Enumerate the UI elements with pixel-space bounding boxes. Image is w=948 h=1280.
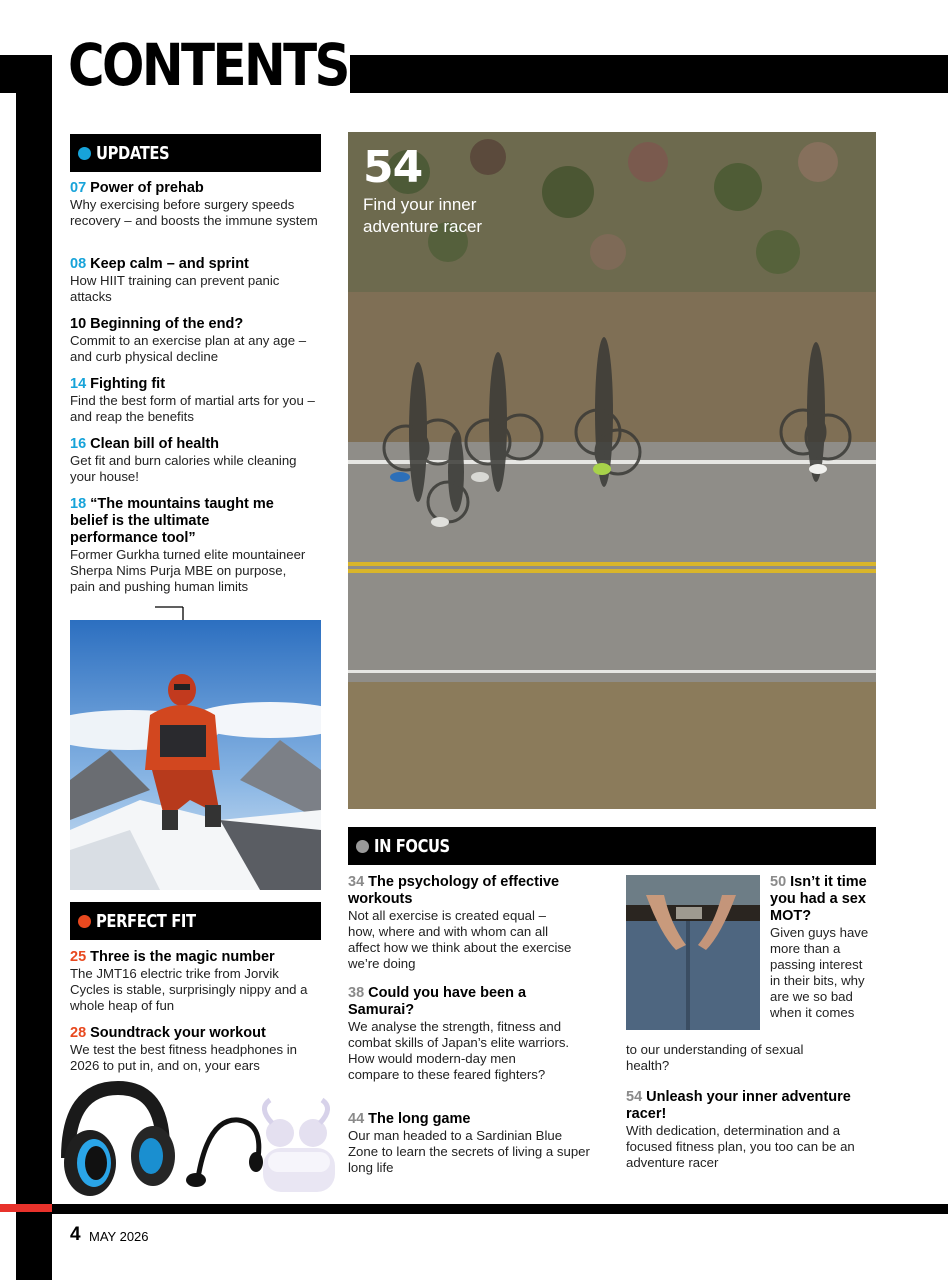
article-title: Fighting fit <box>90 376 166 392</box>
article-description: Commit to an exercise plan at any age – and curb physical decline <box>70 333 307 364</box>
article-description: Find the best form of martial arts for you – and reap the benefits <box>70 393 315 424</box>
article-description: The JMT16 electric trike from Jorvik Cycles is stable, surprisingly nippy and a whole heap of fun <box>70 966 308 1013</box>
section-header-label: IN FOCUS <box>374 835 450 857</box>
headphones-photo[interactable] <box>58 1078 340 1200</box>
article-description: With dedication, determination and a focused fitness plan, you too can be an adventure racer <box>626 1123 855 1170</box>
article-10[interactable] <box>70 316 320 365</box>
article-description: How HIIT training can prevent panic attacks <box>70 273 280 304</box>
article-title: The long game <box>368 1111 471 1127</box>
article-description: Get fit and burn calories while cleaning your house! <box>70 453 297 484</box>
section-header-label: PERFECT FIT <box>96 910 196 932</box>
article-number: 38 <box>348 985 365 1001</box>
article-title: Beginning of the end? <box>90 316 244 332</box>
article-number: 28 <box>70 1025 87 1041</box>
article-title: Power of prehab <box>90 180 204 196</box>
article-description-wrap: Given guys have more than a passing interest in their bits, why are we so bad when it comes <box>770 925 869 1020</box>
article-44[interactable] <box>348 1111 592 1176</box>
article-08[interactable] <box>70 256 320 305</box>
article-description: Why exercising before surgery speeds recovery – and boosts the immune system <box>70 197 318 228</box>
article-description: Our man headed to a Sardinian Blue Zone to learn the secrets of living a super long life <box>348 1128 590 1175</box>
article-number: 18 <box>70 496 87 512</box>
mountaineer-photo[interactable] <box>70 620 321 890</box>
article-title: Soundtrack your workout <box>90 1025 266 1041</box>
article-title: “The mountains taught me belief is the ultimate performance tool” <box>70 496 274 546</box>
feature-cycling-photo[interactable] <box>348 132 876 809</box>
jeans-photo[interactable] <box>626 875 760 1030</box>
page-number: 4 <box>70 1224 81 1245</box>
article-07[interactable] <box>70 180 320 229</box>
blue-dot-icon <box>78 147 91 160</box>
article-34[interactable] <box>348 874 592 972</box>
article-title: Could you have been a Samurai? <box>348 985 527 1018</box>
article-18[interactable] <box>70 496 306 595</box>
article-title: Unleash your inner adventure racer! <box>626 1089 851 1122</box>
article-28[interactable] <box>70 1025 322 1074</box>
article-description-tail: to our understanding of sexual health? <box>626 1042 804 1073</box>
article-number: 07 <box>70 180 87 196</box>
article-title: Keep calm – and sprint <box>90 256 249 272</box>
article-number: 44 <box>348 1111 365 1127</box>
article-54[interactable] <box>626 1089 878 1171</box>
article-50-continued[interactable] <box>626 1042 876 1074</box>
article-description: Former Gurkha turned elite mountaineer Sherpa Nims Purja MBE on purpose, pain and pushing human limits <box>70 547 306 594</box>
article-number: 08 <box>70 256 87 272</box>
article-number: 50 <box>770 874 787 890</box>
article-number: 10 <box>70 316 87 332</box>
article-description: Not all exercise is created equal – how, where and with whom can all affect how we think about the exercise we’re doing <box>348 908 572 971</box>
article-number: 34 <box>348 874 365 890</box>
article-number: 54 <box>626 1089 643 1105</box>
page-title: CONTENTS <box>68 31 348 99</box>
red-dot-icon <box>78 915 91 928</box>
article-number: 14 <box>70 376 87 392</box>
section-header-label: UPDATES <box>96 142 170 164</box>
section-header-updates <box>70 134 321 172</box>
article-number: 25 <box>70 949 87 965</box>
article-description: We analyse the strength, fitness and combat skills of Japan’s elite warriors. How would modern-day men compare to these feared fighters? <box>348 1019 570 1082</box>
article-description: We test the best fitness headphones in 2026 to put in, and on, your ears <box>70 1042 298 1073</box>
feature-page-number: 54 <box>363 142 423 193</box>
footer-rule <box>52 1204 948 1214</box>
footer-red-mark <box>0 1204 52 1212</box>
article-38[interactable] <box>348 985 592 1083</box>
article-14[interactable] <box>70 376 322 425</box>
section-header-in-focus <box>348 827 876 865</box>
article-number: 16 <box>70 436 87 452</box>
article-title: Three is the magic number <box>90 949 275 965</box>
feature-caption: Find your inner adventure racer <box>363 195 483 236</box>
title-rule <box>350 55 948 93</box>
left-margin-notch <box>0 93 16 1280</box>
article-25[interactable] <box>70 949 320 1014</box>
article-50[interactable] <box>770 874 876 1021</box>
section-header-perfect-fit <box>70 902 321 940</box>
article-title: Isn’t it time you had a sex MOT? <box>770 874 867 924</box>
article-title: The psychology of effective workouts <box>348 874 560 907</box>
article-16[interactable] <box>70 436 320 485</box>
article-title: Clean bill of health <box>90 436 220 452</box>
issue-date: MAY 2026 <box>89 1229 149 1244</box>
grey-dot-icon <box>356 840 369 853</box>
